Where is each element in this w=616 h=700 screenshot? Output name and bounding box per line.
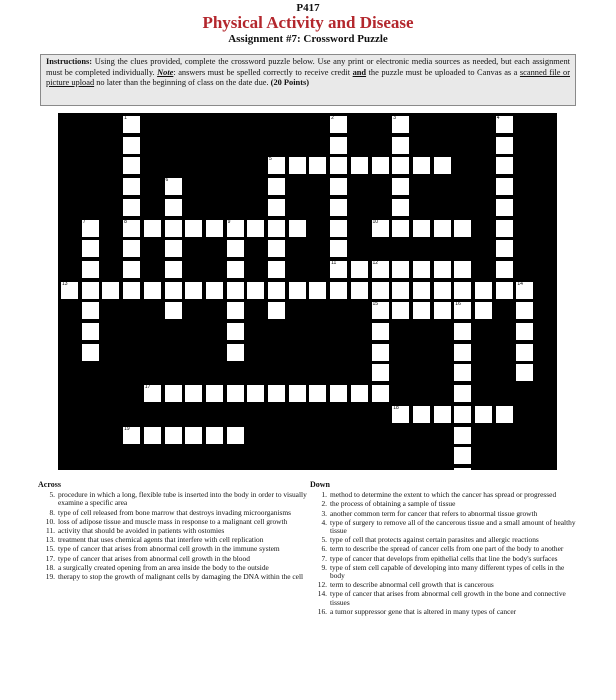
clue-number-label: 11 bbox=[331, 259, 337, 266]
grid-cell[interactable] bbox=[372, 157, 389, 174]
grid-cell[interactable] bbox=[144, 220, 161, 237]
clue-number-label: 4 bbox=[496, 115, 500, 121]
grid-cell[interactable] bbox=[330, 116, 347, 133]
clue-number: 17. bbox=[45, 553, 55, 563]
grid-cell[interactable] bbox=[289, 220, 306, 237]
across-clue bbox=[38, 509, 308, 517]
clue-number: 13. bbox=[45, 535, 55, 545]
grid-cell[interactable] bbox=[434, 220, 451, 237]
grid-cell[interactable] bbox=[475, 282, 492, 299]
grid-cell[interactable] bbox=[330, 385, 347, 402]
grid-cell[interactable] bbox=[454, 220, 471, 237]
grid-cell[interactable] bbox=[454, 385, 471, 402]
grid-cell[interactable] bbox=[123, 116, 140, 133]
down-clue bbox=[310, 608, 580, 616]
clue-number: 1. bbox=[321, 490, 327, 500]
down-clue bbox=[310, 555, 580, 563]
grid-cell[interactable] bbox=[496, 116, 513, 133]
grid-cell[interactable] bbox=[454, 261, 471, 278]
grid-cell[interactable] bbox=[496, 406, 513, 423]
instructions-text-4: no later than the beginning of class on the date due. bbox=[94, 78, 271, 88]
clue-text: treatment that uses chemical agents that interfere with cell replication bbox=[58, 535, 264, 545]
grid-cell[interactable] bbox=[392, 261, 409, 278]
grid-cell[interactable] bbox=[454, 282, 471, 299]
clue-text: loss of adipose tissue and muscle mass in response to a malignant cell growth bbox=[58, 516, 288, 526]
grid-cell[interactable] bbox=[165, 302, 182, 319]
across-clue bbox=[38, 536, 308, 544]
grid-cell[interactable] bbox=[516, 344, 533, 361]
grid-cell[interactable] bbox=[268, 199, 285, 216]
course-code: P417 bbox=[296, 2, 320, 14]
clue-number-label: 10 bbox=[372, 218, 379, 225]
grid-cell[interactable] bbox=[496, 137, 513, 154]
across-clue bbox=[38, 527, 308, 535]
grid-cell[interactable] bbox=[434, 282, 451, 299]
grid-cell[interactable] bbox=[516, 282, 533, 299]
clue-text: type of cancer that arises from abnormal cell growth in the bone and connective tissues bbox=[330, 589, 566, 607]
grid-cell[interactable] bbox=[330, 282, 347, 299]
instructions-box bbox=[40, 54, 576, 106]
clue-number: 18. bbox=[45, 562, 55, 572]
grid-cell[interactable] bbox=[309, 157, 326, 174]
clue-number: 4. bbox=[321, 517, 327, 527]
grid-cell[interactable] bbox=[82, 240, 99, 257]
grid-cell[interactable] bbox=[496, 220, 513, 237]
grid-cell[interactable] bbox=[392, 157, 409, 174]
instructions-note: Note bbox=[157, 67, 174, 77]
clue-text: therapy to stop the growth of malignant cells by damaging the DNA within the cell bbox=[58, 572, 304, 582]
clue-number-label: 9 bbox=[227, 218, 231, 225]
across-clue bbox=[38, 564, 308, 572]
grid-cell[interactable] bbox=[413, 220, 430, 237]
clue-text: the process of obtaining a sample of tissue bbox=[330, 499, 456, 509]
clue-text: a surgically created opening from an area inside the body to the outside bbox=[58, 562, 269, 572]
clue-number: 11. bbox=[46, 526, 55, 536]
down-clue bbox=[310, 510, 580, 518]
across-clue bbox=[38, 555, 308, 563]
grid-cell[interactable] bbox=[434, 302, 451, 319]
down-clue bbox=[310, 536, 580, 544]
grid-cell[interactable] bbox=[268, 157, 285, 174]
clue-text: procedure in which a long, flexible tube is inserted into the body in order to visually examine a specific area bbox=[58, 490, 307, 508]
grid-cell[interactable] bbox=[82, 323, 99, 340]
clue-text: another common term for cancer that refers to abnormal tissue growth bbox=[330, 508, 538, 518]
clue-number: 16. bbox=[317, 606, 327, 616]
clue-number: 9. bbox=[321, 562, 327, 572]
grid-cell[interactable] bbox=[227, 282, 244, 299]
grid-cell[interactable] bbox=[123, 157, 140, 174]
grid-cell[interactable] bbox=[82, 344, 99, 361]
grid-cell[interactable] bbox=[227, 261, 244, 278]
instructions-scan: scanned file or picture upload bbox=[46, 67, 570, 88]
down-clue bbox=[310, 500, 580, 508]
clue-number: 6. bbox=[321, 544, 327, 554]
grid-cell[interactable] bbox=[268, 282, 285, 299]
clue-text: a tumor suppressor gene that is altered in many types of cancer bbox=[330, 606, 517, 616]
grid-cell[interactable] bbox=[454, 447, 471, 464]
grid-cell[interactable] bbox=[185, 385, 202, 402]
grid-cell[interactable] bbox=[351, 261, 368, 278]
grid-cell[interactable] bbox=[82, 302, 99, 319]
grid-cell[interactable] bbox=[309, 385, 326, 402]
grid-cell[interactable] bbox=[330, 178, 347, 195]
grid-cell[interactable] bbox=[123, 199, 140, 216]
grid-cell[interactable] bbox=[392, 282, 409, 299]
grid-cell[interactable] bbox=[61, 282, 78, 299]
clue-number: 5. bbox=[49, 490, 55, 500]
grid-cell[interactable] bbox=[227, 344, 244, 361]
instructions-and: and bbox=[352, 67, 367, 77]
grid-cell[interactable] bbox=[330, 137, 347, 154]
clue-text: type of cancer that arises from abnormal cell growth in the immune system bbox=[58, 544, 280, 554]
grid-cell[interactable] bbox=[123, 137, 140, 154]
down-clue bbox=[310, 590, 580, 606]
grid-cell[interactable] bbox=[392, 406, 409, 423]
clue-number-label: 8 bbox=[124, 218, 127, 225]
clue-number: 12. bbox=[317, 580, 327, 590]
grid-cell[interactable] bbox=[496, 157, 513, 174]
grid-cell[interactable] bbox=[454, 323, 471, 340]
clue-number-label: 3 bbox=[393, 115, 396, 121]
grid-cell[interactable] bbox=[309, 282, 326, 299]
grid-cell[interactable] bbox=[330, 220, 347, 237]
grid-cell[interactable] bbox=[434, 406, 451, 423]
grid-cell[interactable] bbox=[268, 178, 285, 195]
clue-number-label: 6 bbox=[165, 177, 169, 184]
instructions-points: (20 Points) bbox=[270, 78, 310, 88]
grid-cell[interactable] bbox=[247, 282, 264, 299]
grid-cell[interactable] bbox=[123, 261, 140, 278]
grid-cell[interactable] bbox=[372, 344, 389, 361]
grid-cell[interactable] bbox=[372, 364, 389, 381]
grid-cell[interactable] bbox=[247, 385, 264, 402]
instructions-text-1: Using the clues provided, complete the crossword puzzle below. Use any print or electronic media sources as needed, but each assignment must be completed individually. bbox=[46, 57, 570, 77]
grid-cell[interactable] bbox=[165, 261, 182, 278]
grid-cell[interactable] bbox=[392, 116, 409, 133]
clue-number-label: 15 bbox=[372, 301, 379, 308]
grid-cell[interactable] bbox=[330, 261, 347, 278]
grid-cell[interactable] bbox=[123, 240, 140, 257]
grid-cell[interactable] bbox=[123, 282, 140, 299]
grid-cell[interactable] bbox=[206, 282, 223, 299]
grid-cell[interactable] bbox=[392, 302, 409, 319]
clue-number-label: 5 bbox=[269, 156, 272, 163]
grid-cell[interactable] bbox=[351, 157, 368, 174]
grid-cell[interactable] bbox=[413, 282, 430, 299]
down-clue bbox=[310, 491, 580, 499]
clue-text: type of surgery to remove all of the cancerous tissue and a small amount of healthy tissue bbox=[330, 517, 576, 536]
page-title: Physical Activity and Disease bbox=[202, 13, 414, 32]
clue-number: 8. bbox=[49, 507, 55, 517]
grid-cell[interactable] bbox=[268, 261, 285, 278]
clue-number-label: 17 bbox=[144, 384, 151, 391]
clue-number-label: 1 bbox=[124, 115, 127, 121]
grid-cell[interactable] bbox=[434, 261, 451, 278]
grid-cell[interactable] bbox=[372, 220, 389, 237]
grid-cell[interactable] bbox=[206, 220, 223, 237]
grid-cell[interactable] bbox=[82, 261, 99, 278]
grid-cell[interactable] bbox=[268, 240, 285, 257]
grid-cell[interactable] bbox=[454, 302, 471, 319]
grid-cell[interactable] bbox=[475, 302, 492, 319]
clue-number: 2. bbox=[321, 499, 327, 509]
grid-cell[interactable] bbox=[289, 282, 306, 299]
grid-cell[interactable] bbox=[413, 261, 430, 278]
clue-number: 14. bbox=[317, 589, 327, 599]
clue-number-label: 16 bbox=[455, 301, 461, 308]
grid-cell[interactable] bbox=[82, 282, 99, 299]
grid-cell[interactable] bbox=[454, 364, 471, 381]
instructions-label: Instructions: bbox=[46, 57, 93, 66]
grid-cell[interactable] bbox=[372, 282, 389, 299]
clue-number-label: 13 bbox=[62, 280, 68, 287]
grid-cell[interactable] bbox=[351, 385, 368, 402]
grid-cell[interactable] bbox=[227, 323, 244, 340]
clue-text: activity that should be avoided in patients with ostomies bbox=[58, 526, 225, 536]
grid-cell[interactable] bbox=[227, 220, 244, 237]
clue-number-label: 7 bbox=[82, 218, 86, 225]
grid-cell[interactable] bbox=[516, 364, 533, 381]
grid-cell[interactable] bbox=[165, 385, 182, 402]
clue-number: 7. bbox=[321, 553, 327, 563]
down-heading: Down bbox=[310, 480, 331, 489]
grid-cell[interactable] bbox=[144, 427, 161, 444]
clue-number: 15. bbox=[45, 544, 55, 554]
across-clue bbox=[38, 545, 308, 553]
grid-cell[interactable] bbox=[392, 220, 409, 237]
grid-cell[interactable] bbox=[165, 220, 182, 237]
down-clue bbox=[310, 545, 580, 553]
grid-cell[interactable] bbox=[165, 427, 182, 444]
grid-cell[interactable] bbox=[144, 282, 161, 299]
grid-cell[interactable] bbox=[268, 220, 285, 237]
grid-cell[interactable] bbox=[206, 427, 223, 444]
down-clue bbox=[310, 564, 580, 580]
grid-cell[interactable] bbox=[247, 220, 264, 237]
clue-text: type of cancer that arises from abnormal cell growth in the blood bbox=[58, 553, 250, 563]
grid-cell[interactable] bbox=[496, 240, 513, 257]
clue-number-label: 18 bbox=[393, 404, 399, 411]
grid-cell[interactable] bbox=[123, 178, 140, 195]
down-clue bbox=[310, 519, 580, 535]
across-clues bbox=[38, 481, 308, 582]
clue-text: type of cell that protects against certain parasites and allergic reactions bbox=[330, 535, 539, 545]
down-clues bbox=[310, 481, 580, 617]
grid-cell[interactable] bbox=[496, 282, 513, 299]
grid-cell[interactable] bbox=[330, 157, 347, 174]
grid-cell[interactable] bbox=[372, 261, 389, 278]
grid-cell[interactable] bbox=[454, 344, 471, 361]
grid-cell[interactable] bbox=[165, 282, 182, 299]
across-clue bbox=[38, 518, 308, 526]
grid-cell[interactable] bbox=[289, 385, 306, 402]
crossword-grid bbox=[58, 113, 557, 470]
across-clue bbox=[38, 573, 308, 581]
grid-cell[interactable] bbox=[454, 406, 471, 423]
grid-cell[interactable] bbox=[516, 323, 533, 340]
clue-number: 19. bbox=[45, 572, 55, 582]
grid-cell[interactable] bbox=[165, 199, 182, 216]
clue-text: type of cell released from bone marrow that destroys invading microorganisms bbox=[58, 507, 292, 517]
down-clue bbox=[310, 581, 580, 589]
grid-cell[interactable] bbox=[268, 385, 285, 402]
grid-cell[interactable] bbox=[454, 427, 471, 444]
grid-cell[interactable] bbox=[372, 302, 389, 319]
grid-cell[interactable] bbox=[413, 406, 430, 423]
grid-cell[interactable] bbox=[123, 427, 140, 444]
grid-cell[interactable] bbox=[227, 240, 244, 257]
grid-cell[interactable] bbox=[185, 220, 202, 237]
clue-number-label: 14 bbox=[517, 280, 523, 287]
grid-cell[interactable] bbox=[206, 385, 223, 402]
grid-cell[interactable] bbox=[496, 178, 513, 195]
across-clue bbox=[38, 491, 308, 507]
grid-cell[interactable] bbox=[268, 302, 285, 319]
grid-cell[interactable] bbox=[289, 157, 306, 174]
grid-cell[interactable] bbox=[185, 282, 202, 299]
grid-cell[interactable] bbox=[434, 157, 451, 174]
clue-text: method to determine the extent to which the cancer has spread or progressed bbox=[330, 490, 557, 500]
grid-cell[interactable] bbox=[227, 302, 244, 319]
grid-cell[interactable] bbox=[185, 427, 202, 444]
instructions-text-2: : answers must be spelled correctly to receive credit bbox=[173, 67, 353, 77]
grid-cell[interactable] bbox=[372, 385, 389, 402]
grid-cell[interactable] bbox=[496, 261, 513, 278]
clue-text: term to describe abnormal cell growth that is cancerous bbox=[330, 580, 494, 590]
grid-cell[interactable] bbox=[165, 178, 182, 195]
grid-cell[interactable] bbox=[413, 157, 430, 174]
clue-number: 5. bbox=[321, 535, 327, 545]
clue-number: 10. bbox=[45, 516, 55, 526]
clue-number-label: 19 bbox=[124, 425, 130, 432]
grid-cell[interactable] bbox=[123, 220, 140, 237]
grid-cell[interactable] bbox=[413, 302, 430, 319]
grid-cell[interactable] bbox=[102, 282, 119, 299]
instructions-text-3: the puzzle must be uploaded to Canvas as a bbox=[366, 67, 520, 77]
clue-text: type of stem cell capable of developing into many different types of cells in the body bbox=[330, 562, 565, 581]
clue-number: 3. bbox=[321, 508, 327, 518]
grid-cell[interactable] bbox=[496, 199, 513, 216]
grid-cell[interactable] bbox=[392, 199, 409, 216]
clue-number-label: 2 bbox=[331, 115, 334, 121]
grid-cell[interactable] bbox=[351, 282, 368, 299]
assignment-subtitle: Assignment #7: Crossword Puzzle bbox=[228, 33, 388, 45]
grid-cell[interactable] bbox=[475, 406, 492, 423]
grid-cell[interactable] bbox=[392, 178, 409, 195]
grid-cell[interactable] bbox=[372, 323, 389, 340]
clue-text: type of cancer that develops from epithelial cells that line the body's surfaces bbox=[330, 553, 558, 563]
across-heading: Across bbox=[38, 480, 61, 489]
grid-cell[interactable] bbox=[516, 302, 533, 319]
clue-text: term to describe the spread of cancer cells from one part of the body to another bbox=[330, 544, 564, 554]
grid-cell[interactable] bbox=[330, 199, 347, 216]
grid-cell[interactable] bbox=[165, 240, 182, 257]
grid-cell[interactable] bbox=[392, 137, 409, 154]
grid-cell[interactable] bbox=[82, 220, 99, 237]
grid-cell[interactable] bbox=[144, 385, 161, 402]
grid-cell[interactable] bbox=[330, 240, 347, 257]
clue-number-label: 12 bbox=[372, 259, 379, 266]
grid-cell[interactable] bbox=[227, 385, 244, 402]
grid-cell[interactable] bbox=[227, 427, 244, 444]
